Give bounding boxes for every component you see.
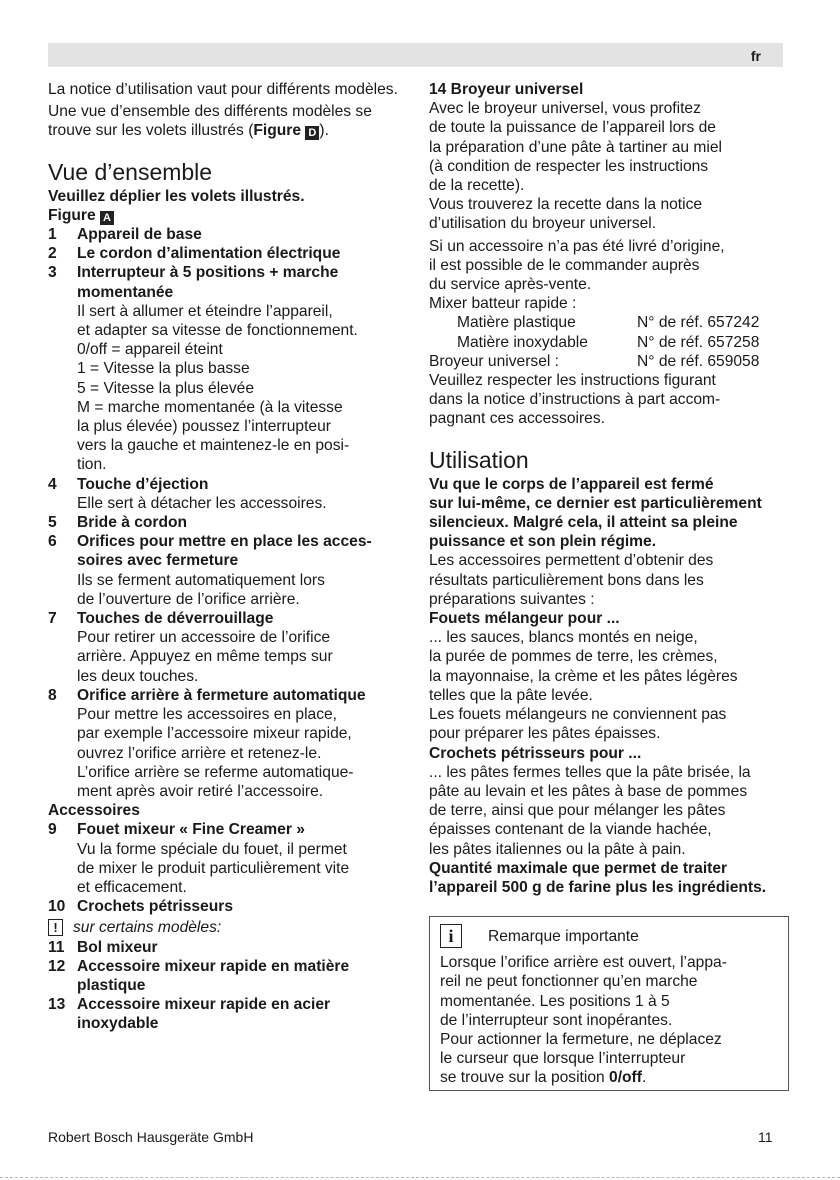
item-description: vers la gauche et maintenez-le en posi- [77,437,350,455]
bold-line: sur lui-même, ce dernier est particulièrement [429,494,762,512]
right-column [429,80,789,1091]
item-title: Fouet mixeur « Fine Creamer » [77,821,305,839]
reference-row [429,313,789,332]
paragraph-line: Si un accessoire n’a pas été livré d’origine, [429,237,725,255]
bold-line: Vu que le corps de l’appareil est fermé [429,475,714,493]
item-description: 1 = Vitesse la plus basse [77,360,250,378]
item-description: de l’ouverture de l’orifice arrière. [77,590,300,608]
paragraph-line: ... les pâtes fermes telles que la pâte brisée, la [429,763,751,781]
item-number: 8 [48,686,57,704]
paragraph-line: Les fouets mélangeurs ne conviennent pas [429,706,727,724]
item-description: par exemple l’accessoire mixeur rapide, [77,725,352,743]
paragraph-line: les pâtes italiennes ou la pâte à pain. [429,840,686,858]
note-line: de l’interrupteur sont inopérantes. [440,1011,673,1029]
item-title: Touches de déverrouillage [77,610,274,628]
paragraph-line: Veuillez respecter les instructions figurant [429,372,716,390]
list-item [48,475,408,494]
paragraph-line: du service après-vente. [429,276,592,294]
figure-word: Figure [253,122,302,140]
reference-row [429,333,789,352]
list-item [48,513,408,532]
note-line: Pour actionner la fermeture, ne déplacez [440,1030,722,1048]
item-title: Accessoire mixeur rapide en matière plastique [77,957,350,994]
item-number: 1 [48,226,57,244]
bold-line: l’appareil 500 g de farine plus les ingrédients. [429,878,767,896]
bold-line: puissance et son plein régime. [429,533,657,551]
note-title: Remarque importante [488,927,639,945]
item-description: les deux touches. [77,667,199,685]
item-description: M = marche momentanée (à la vitesse [77,398,343,416]
reference-number: N° de réf. 659058 [637,352,760,370]
model-note [48,918,408,937]
left-column [48,80,408,1034]
item-title: Orifice arrière à fermeture automatique [77,686,366,704]
item-title: Crochets pétrisseurs [77,898,233,916]
item-description: Ils se ferment automatiquement lors [77,571,325,589]
paragraph-line: dans la notice d’instructions à part accom- [429,391,721,409]
item-description: Vu la forme spéciale du fouet, il permet [77,840,347,858]
section-heading: Vue d’ensemble [48,158,213,185]
list-item [48,532,408,570]
item-description: 0/off = appareil éteint [77,341,223,359]
intro-text: La notice d’utilisation vaut pour différents modèles. [48,81,398,98]
reference-number: N° de réf. 657242 [637,314,760,332]
note-line: le curseur que lorsque l’interrupteur [440,1050,686,1068]
item-heading: 14 Broyeur universel [429,81,584,98]
paragraph-line: de toute la puissance de l’appareil lors de [429,119,716,137]
item-description: 5 = Vitesse la plus élevée [77,379,254,397]
note-line: reil ne peut fonctionner qu’en marche [440,973,698,991]
subsection-heading: Accessoires [48,802,140,820]
item-description: arrière. Appuyez en même temps sur [77,648,333,666]
list-item [48,957,408,995]
item-number: 2 [48,245,57,263]
header-bar [48,43,783,67]
item-title: Interrupteur à 5 positions + marche momentanée [77,264,339,301]
item-description: et adapter sa vitesse de fonctionnement. [77,322,358,340]
intro-text: Une vue d’ensemble des différents modèles se trouve sur les volets illustrés (Figure D ). [48,103,372,140]
reference-label: Matière inoxydable [457,333,588,351]
list-item [48,897,408,916]
item-title: Touche d’éjection [77,475,209,493]
item-number: 7 [48,610,57,628]
figure-reference: Figure A [48,206,408,225]
note-line: momentanée. Les positions 1 à 5 [440,992,670,1010]
note-line: se trouve sur la position 0/off. [440,1069,647,1087]
item-description: Pour retirer un accessoire de l’orifice [77,629,331,647]
footer-company: Robert Bosch Hausgeräte GmbH [48,1129,254,1145]
paragraph-line: Les accessoires permettent d’obtenir des [429,552,714,570]
reference-number: N° de réf. 657258 [637,333,760,351]
paragraph-line: la purée de pommes de terre, les crèmes, [429,648,718,666]
unfold-instruction: Veuillez déplier les volets illustrés. [48,187,305,205]
section-heading: Utilisation [429,446,529,473]
paragraph-line: de la recette). [429,177,525,195]
reference-row [429,352,789,371]
list-item [48,609,408,628]
paragraph-line: préparations suivantes : [429,590,595,608]
item-description: de mixer le produit particulièrement vite [77,859,350,877]
item-number: 4 [48,475,57,493]
paragraph-line: (à condition de respecter les instructions [429,157,709,175]
item-title: Appareil de base [77,226,202,244]
paragraph-line: pour préparer les pâtes épaisses. [429,725,661,743]
language-label: fr [750,48,761,64]
item-title: Le cordon d’alimentation électrique [77,245,341,263]
list-item [48,820,408,839]
item-number: 3 [48,264,57,282]
model-note-text: sur certains modèles: [73,919,222,937]
paragraph-line: la préparation d’une pâte à tartiner au miel [429,138,722,156]
page-number: 11 [758,1129,773,1145]
item-title: Orifices pour mettre en place les acces- soires avec fermeture [77,533,372,570]
list-item [48,686,408,705]
item-description: tion. [77,456,107,474]
paragraph-line: la mayonnaise, la crème et les pâtes légères [429,667,738,685]
item-number: 9 [48,821,57,839]
paragraph-line: pâte au levain et les pâtes à base de pommes [429,782,748,800]
note-line: Lorsque l’orifice arrière est ouvert, l’appa- [440,954,727,972]
bold-line: Quantité maximale que permet de traiter [429,859,728,877]
subsection-heading: Fouets mélangeur pour ... [429,610,620,628]
item-description: Elle sert à détacher les accessoires. [77,494,327,512]
paragraph-line: ... les sauces, blancs montés en neige, [429,629,698,647]
item-title: Bol mixeur [77,938,158,956]
note-bold: 0/off [609,1069,642,1087]
item-description: Pour mettre les accessoires en place, [77,706,338,724]
item-number: 13 [48,996,66,1014]
paragraph-line: Avec le broyeur universel, vous profitez [429,100,701,118]
item-title: Bride à cordon [77,514,188,532]
item-description: L’orifice arrière se referme automatique- [77,763,354,781]
paragraph-line: il est possible de le commander auprès [429,256,700,274]
item-number: 12 [48,957,66,975]
reference-label: Matière plastique [457,314,576,332]
paragraph-line: Mixer batteur rapide : [429,295,577,313]
item-description: ouvrez l’orifice arrière et retenez-le. [77,744,322,762]
info-icon: i [440,924,462,948]
item-description: Il sert à allumer et éteindre l’appareil, [77,302,333,320]
item-number: 10 [48,898,66,916]
paragraph-line: de terre, ainsi que pour mélanger les pâtes [429,802,726,820]
order-paragraph [429,237,789,314]
list-item [48,938,408,957]
list-item [48,995,408,1033]
figure-badge: A [100,211,114,225]
paragraph-line: épaisses contenant de la viande hachée, [429,821,712,839]
page-edge [0,1177,840,1178]
warning-icon: ! [48,919,63,936]
bold-line: silencieux. Malgré cela, il atteint sa pleine [429,514,738,532]
note-header [440,924,778,948]
paragraph-line: telles que la pâte levée. [429,686,593,704]
figure-badge: D [305,126,319,140]
item-description: ment après avoir retiré l’accessoire. [77,782,324,800]
list-item [48,263,408,301]
paragraph-line: Vous trouverez la recette dans la notice [429,196,703,214]
note-box [429,916,789,1090]
reference-label: Broyeur universel : [429,352,560,370]
item-number: 5 [48,514,57,532]
item-description: la plus élevée) poussez l’interrupteur [77,418,331,436]
item-number: 6 [48,533,57,551]
paragraph-line: résultats particulièrement bons dans les [429,571,704,589]
list-item [48,225,408,244]
item-title: Accessoire mixeur rapide en acier inoxydable [77,996,331,1033]
item-description: et efficacement. [77,878,187,896]
list-item [48,244,408,263]
subsection-heading: Crochets pétrisseurs pour ... [429,744,642,762]
paragraph-line: d’utilisation du broyeur universel. [429,215,657,233]
paragraph-line: pagnant ces accessoires. [429,410,605,428]
item-number: 11 [48,938,65,956]
